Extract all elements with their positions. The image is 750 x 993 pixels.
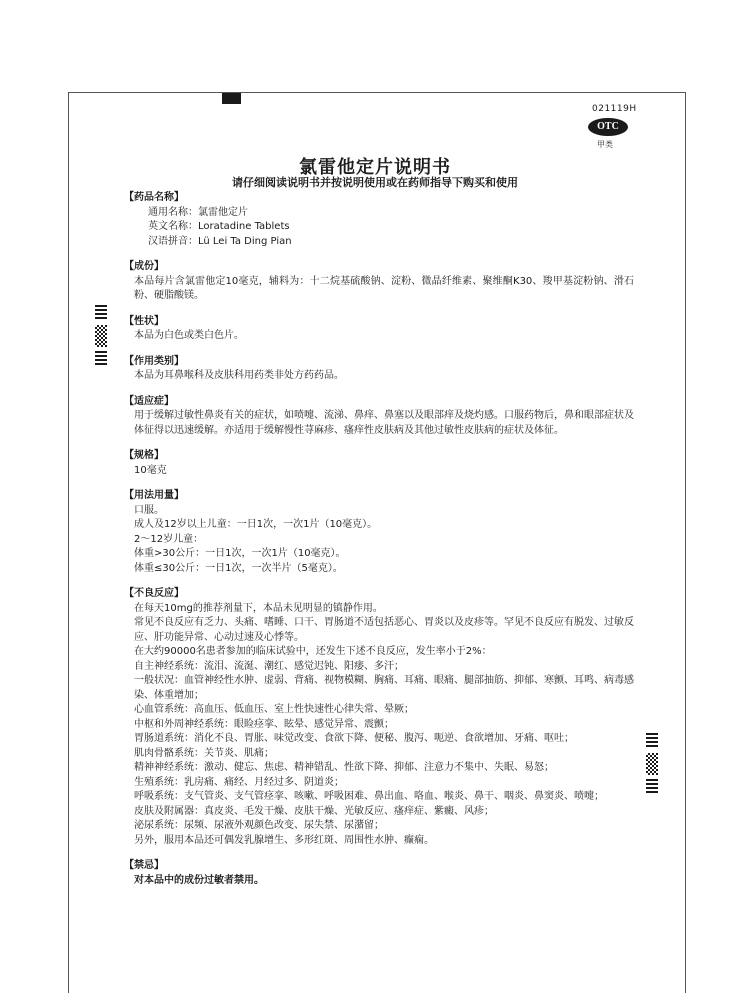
leaflet-content — [124, 191, 634, 899]
section-heading: 【作用类别】 — [124, 355, 184, 367]
document-subtitle: 请仔细阅读说明书并按说明使用或在药师指导下购买和使用 — [232, 176, 518, 189]
adverse-skin: 皮肤及附属器：真皮炎、毛发干燥、皮肤干燥、光敏反应、瘙痒症、紫癜、风疹； — [134, 805, 494, 817]
section-heading: 【用法用量】 — [124, 490, 184, 501]
indications-text: 用于缓解过敏性鼻炎有关的症状，如喷嚏、流涕、鼻痒、鼻塞以及眼部痒及烧灼感。口服药物后，鼻和眼部症状及体征得以迅速缓解。亦适用于缓解慢性荨麻疹、瘙痒性皮肤病及其他过敏性皮肤病的症状及体征。 — [134, 410, 634, 436]
section-heading: 【适应症】 — [124, 395, 174, 407]
section-spec — [124, 449, 634, 478]
contraindications-text: 对本品中的成份过敏者禁用。 — [134, 874, 264, 886]
adverse-intro: 在每天10mg的推荐剂量下，本品未见明显的镇静作用。 — [134, 602, 383, 614]
spec-text: 10毫克 — [134, 464, 167, 476]
adverse-gi: 胃肠道系统：消化不良、胃胀、味觉改变、食欲下降、便秘、腹泻、呃逆、食欲增加、牙痛、呕吐； — [134, 733, 574, 744]
section-indications — [124, 395, 634, 439]
section-appearance — [124, 315, 634, 344]
section-dosage — [124, 489, 634, 576]
adverse-general: 一般状况：血管神经性水肿、虚弱、背痛、视物模糊、胸痛、耳痛、眼痛、腿部抽筋、抑郁、寒颤、耳鸣、病毒感染、体重增加； — [134, 675, 634, 701]
english-name: 英文名称：Loratadine Tablets — [148, 221, 290, 232]
section-category — [124, 355, 634, 384]
generic-name: 通用名称：氯雷他定片 — [148, 206, 248, 218]
dosage-line: 体重≤30公斤：一日1次，一次半片（5毫克）。 — [134, 562, 343, 574]
section-heading: 【性状】 — [124, 315, 164, 327]
ingredients-text: 本品每片含氯雷他定10毫克，辅料为：十二烷基硫酸钠、淀粉、微晶纤维素、聚维酮K30、羧甲基淀粉钠、滑石粉、硬脂酸镁。 — [134, 275, 634, 301]
pinyin-name: 汉语拼音：Lü Lei Ta Ding Pian — [148, 235, 292, 247]
otc-category: 甲类 — [597, 140, 613, 149]
otc-badge: OTC — [588, 118, 628, 136]
adverse-other: 另外，服用本品还可偶发乳腺增生、多形红斑、周围性水肿、癫痫。 — [134, 834, 434, 846]
section-drug-name — [124, 191, 634, 249]
category-text: 本品为耳鼻喉科及皮肤科用药类非处方药药品。 — [134, 370, 344, 381]
document-title: 氯雷他定片说明书 — [299, 157, 451, 178]
dosage-line: 2～12岁儿童： — [134, 533, 204, 545]
section-heading: 【药品名称】 — [124, 192, 184, 203]
adverse-repro: 生殖系统：乳房痛、痛经、月经过多、阴道炎； — [134, 776, 344, 788]
section-ingredients — [124, 260, 634, 304]
adverse-psych: 精神神经系统：激动、健忘、焦虑、精神错乱、性欲下降、抑郁、注意力不集中、失眠、易怒； — [134, 762, 554, 773]
adverse-trial: 在大约90000名患者参加的临床试验中，还发生下述不良反应，发生率小于2%： — [134, 646, 492, 657]
adverse-cns: 中枢和外周神经系统：眼睑痉挛、眩晕、感觉异常、震颤； — [134, 718, 394, 730]
section-contraindications — [124, 859, 634, 888]
side-barcode-right — [646, 733, 658, 797]
adverse-urinary: 泌尿系统：尿频、尿液外观颜色改变、尿失禁、尿潴留； — [134, 820, 384, 831]
adverse-autonomic: 自主神经系统：流泪、流涎、潮红、感觉迟钝、阳痿、多汗； — [134, 660, 404, 672]
document-code: 021119H — [592, 104, 637, 114]
section-heading: 【不良反应】 — [124, 588, 184, 599]
section-heading: 【成份】 — [124, 261, 164, 272]
adverse-resp: 呼吸系统：支气管炎、支气管痉挛、咳嗽、呼吸困难、鼻出血、咯血、喉炎、鼻干、咽炎、鼻窦炎、喷嚏； — [134, 791, 604, 802]
appearance-text: 本品为白色或类白色片。 — [134, 330, 244, 341]
section-heading: 【规格】 — [124, 450, 164, 461]
dosage-line: 体重>30公斤：一日1次，一次1片（10毫克）。 — [134, 548, 346, 559]
adverse-cardio: 心血管系统：高血压、低血压、室上性快速性心律失常、晕厥； — [134, 704, 414, 715]
side-barcode-left — [95, 305, 107, 369]
dosage-line: 成人及12岁以上儿童：一日1次，一次1片（10毫克）。 — [134, 519, 378, 530]
dosage-line: 口服。 — [134, 504, 164, 516]
adverse-musculo: 肌肉骨骼系统：关节炎、肌痛； — [134, 747, 274, 759]
section-heading: 【禁忌】 — [124, 860, 164, 871]
adverse-common: 常见不良反应有乏力、头痛、嗜睡、口干、胃肠道不适包括恶心、胃炎以及皮疹等。罕见不良反应有脱发、过敏反应、肝功能异常、心动过速及心悸等。 — [134, 617, 634, 643]
section-adverse-reactions — [124, 587, 634, 848]
registration-mark — [222, 93, 241, 104]
